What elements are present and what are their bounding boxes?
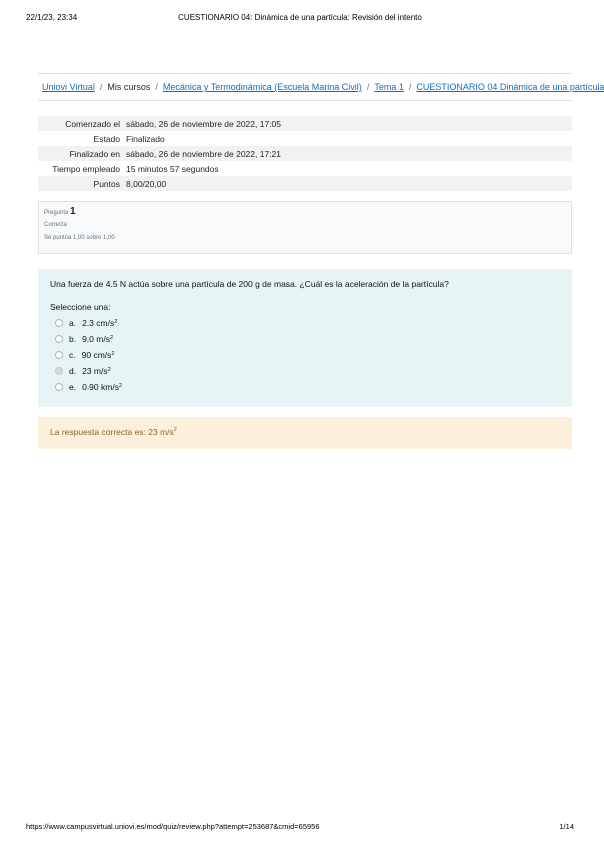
answer-option-e[interactable]: [50, 379, 560, 395]
answer-letter: b.: [69, 334, 77, 344]
summary-row-completed: [38, 146, 572, 161]
breadcrumb-item-my-courses: Mis cursos: [107, 82, 151, 92]
summary-value: 15 minutos 57 segundos: [126, 163, 219, 174]
print-document-title: CUESTIONARIO 04: Dinámica de una partícula: Revisión del intento: [178, 13, 422, 22]
question-info-box: [38, 201, 572, 254]
summary-label: Puntos: [93, 178, 120, 189]
radio-button[interactable]: [55, 383, 63, 391]
radio-button[interactable]: [55, 351, 63, 359]
answer-letter: c.: [69, 350, 76, 360]
answer-option-b[interactable]: [50, 331, 560, 347]
radio-button[interactable]: [55, 335, 63, 343]
question-number-label: Pregunta: [44, 210, 69, 216]
answer-value: 23 m/s: [82, 366, 108, 376]
breadcrumb-separator: /: [366, 82, 370, 92]
summary-value: 8,00/20,00: [126, 178, 167, 189]
print-page-number: 1/14: [559, 822, 574, 831]
summary-row-marks: [38, 176, 572, 191]
question-number-value: 1: [70, 206, 76, 217]
quiz-review-page: [38, 73, 604, 449]
answer-letter: e.: [69, 382, 77, 392]
summary-value: Finalizado: [126, 133, 165, 144]
breadcrumb-item-topic[interactable]: Tema 1: [374, 82, 404, 92]
summary-row-time-taken: [38, 161, 572, 176]
print-header: [26, 13, 574, 25]
answer-option-a[interactable]: [50, 315, 560, 331]
summary-value: sábado, 26 de noviembre de 2022, 17:21: [126, 148, 282, 159]
summary-label: Tiempo empleado: [52, 163, 120, 174]
answer-prompt: Seleccione una:: [50, 302, 111, 312]
answer-exponent: 2: [118, 383, 123, 389]
answer-letter: a.: [69, 318, 77, 328]
print-footer: [26, 822, 574, 834]
breadcrumb-item-course[interactable]: Mecánica y Termodinámica (Escuela Marina Civil): [162, 82, 362, 92]
summary-label: Finalizado en: [69, 148, 120, 159]
question-formulation: [38, 269, 572, 407]
summary-row-started: [38, 116, 572, 131]
radio-button[interactable]: [55, 319, 63, 327]
answer-value: 0.90 km/s: [82, 382, 119, 392]
answer-value: 9.0 m/s: [82, 334, 110, 344]
correct-answer-feedback: [38, 417, 572, 449]
breadcrumb-item-quiz[interactable]: CUESTIONARIO 04 Dinámica de una partícula: [416, 82, 604, 92]
feedback-text: La respuesta correcta es: 23 m/s: [50, 427, 174, 437]
question-state: Correcta: [44, 222, 68, 228]
summary-row-state: [38, 131, 572, 146]
answer-letter: d.: [69, 366, 77, 376]
answer-exponent: 2: [111, 351, 115, 357]
print-url: https://www.campusvirtual.uniovi.es/mod/quiz/review.php?attempt=253687&cmid=65956: [26, 822, 320, 831]
breadcrumb: [38, 73, 604, 101]
breadcrumb-item-home[interactable]: Uniovi Virtual: [42, 82, 95, 92]
answer-exponent: 2: [109, 335, 114, 341]
print-date: 22/1/23, 23:34: [26, 13, 78, 22]
answer-value: 2.3 cm/s: [82, 318, 115, 328]
question-grade: Se puntúa 1,00 sobre 1,00: [44, 235, 115, 241]
answer-exponent: 2: [114, 319, 118, 325]
answer-exponent: 2: [107, 367, 111, 373]
answer-list: [50, 315, 560, 395]
breadcrumb-separator: /: [155, 82, 158, 92]
question-number: [44, 206, 566, 217]
feedback-exponent: 2: [173, 427, 177, 434]
summary-label: Comenzado el: [65, 118, 120, 129]
breadcrumb-separator: /: [408, 82, 412, 92]
answer-option-c[interactable]: [50, 347, 560, 363]
answer-value: 90 cm/s: [81, 350, 112, 360]
breadcrumb-separator: /: [99, 82, 103, 92]
answer-option-d[interactable]: [50, 363, 560, 379]
summary-value: sábado, 26 de noviembre de 2022, 17:05: [126, 118, 282, 129]
attempt-summary-table: [38, 116, 572, 191]
summary-label: Estado: [93, 133, 120, 144]
question-text: Una fuerza de 4.5 N actúa sobre una partícula de 200 g de masa. ¿Cuál es la aceleración de la partícula?: [50, 279, 449, 289]
radio-button-selected[interactable]: [55, 367, 63, 375]
